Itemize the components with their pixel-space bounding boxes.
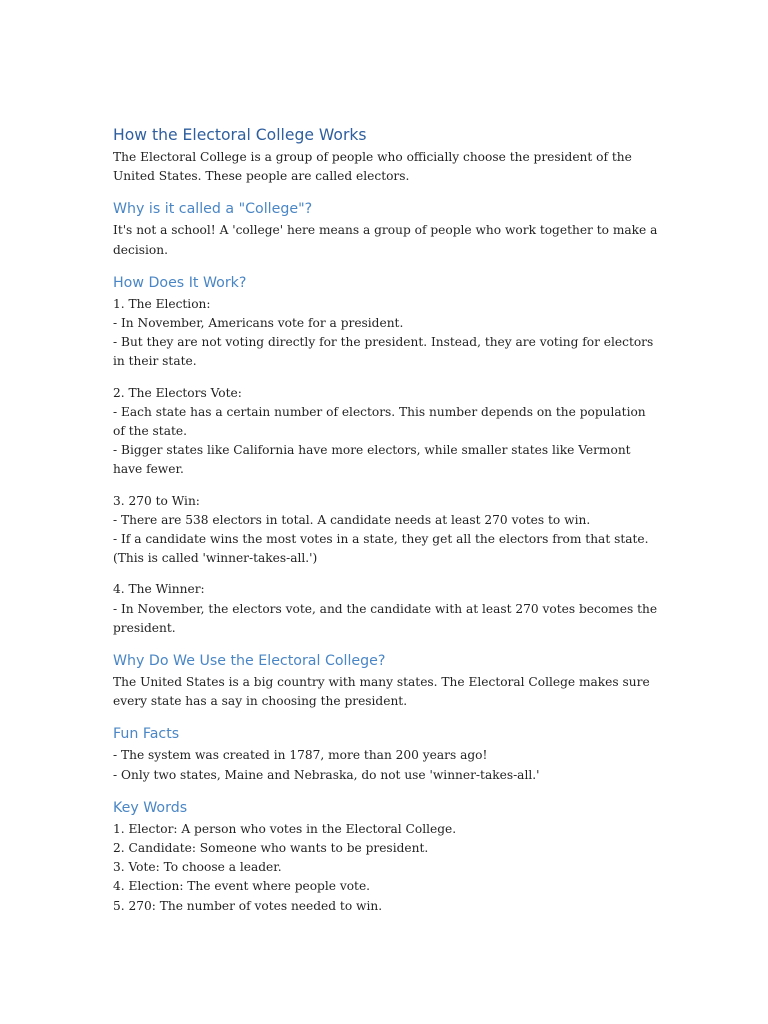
- step-line: - There are 538 electors in total. A candidate needs at least 270 votes to win.: [113, 512, 591, 527]
- fun-fact-line: - Only two states, Maine and Nebraska, do not use 'winner-takes-all.': [113, 767, 540, 782]
- key-word-line: 2. Candidate: Someone who wants to be president.: [113, 841, 429, 856]
- key-word-line: 3. Vote: To choose a leader.: [113, 860, 282, 875]
- key-words-list: [113, 820, 658, 916]
- heading-why-college: Why is it called a "College"?: [113, 201, 313, 218]
- step-title: 4. The Winner:: [113, 582, 205, 597]
- step-line: - But they are not voting directly for the president. Instead, they are voting for electors in their state.: [113, 335, 654, 369]
- step-line: - In November, the electors vote, and the candidate with at least 270 votes becomes the president.: [113, 601, 658, 635]
- why-use-paragraph: The United States is a big country with many states. The Electoral College makes sure every state has a say in choosing the president.: [113, 675, 650, 709]
- step-item: [113, 384, 658, 480]
- heading-why-use: Why Do We Use the Electoral College?: [113, 653, 386, 670]
- key-word-line: 1. Elector: A person who votes in the Electoral College.: [113, 821, 457, 836]
- step-item: [113, 580, 658, 638]
- step-line: - In November, Americans vote for a president.: [113, 316, 404, 331]
- fun-fact-line: - The system was created in 1787, more than 200 years ago!: [113, 748, 488, 763]
- steps-list: [113, 295, 658, 638]
- step-line: - If a candidate wins the most votes in a state, they get all the electors from that state. (This is called 'winner-takes-all.'): [113, 532, 649, 566]
- key-word-line: 5. 270: The number of votes needed to win.: [113, 898, 383, 913]
- step-title: 3. 270 to Win:: [113, 493, 200, 508]
- heading-how-it-works: How Does It Work?: [113, 274, 247, 291]
- fun-facts-list: [113, 746, 658, 784]
- step-title: 2. The Electors Vote:: [113, 385, 242, 400]
- intro-paragraph: The Electoral College is a group of people who officially choose the president of the United States. These people are called electors.: [113, 150, 632, 184]
- document-content: [113, 124, 658, 916]
- document-title: How the Electoral College Works: [113, 126, 367, 144]
- step-item: [113, 492, 658, 569]
- step-item: [113, 295, 658, 372]
- heading-fun-facts: Fun Facts: [113, 726, 180, 743]
- key-word-line: 4. Election: The event where people vote.: [113, 879, 371, 894]
- why-college-paragraph: It's not a school! A 'college' here means a group of people who work together to make a decision.: [113, 223, 658, 257]
- heading-key-words: Key Words: [113, 799, 188, 816]
- step-title: 1. The Election:: [113, 296, 211, 311]
- step-line: - Bigger states like California have more electors, while smaller states like Vermont have fewer.: [113, 443, 631, 477]
- step-line: - Each state has a certain number of electors. This number depends on the population of the state.: [113, 404, 646, 439]
